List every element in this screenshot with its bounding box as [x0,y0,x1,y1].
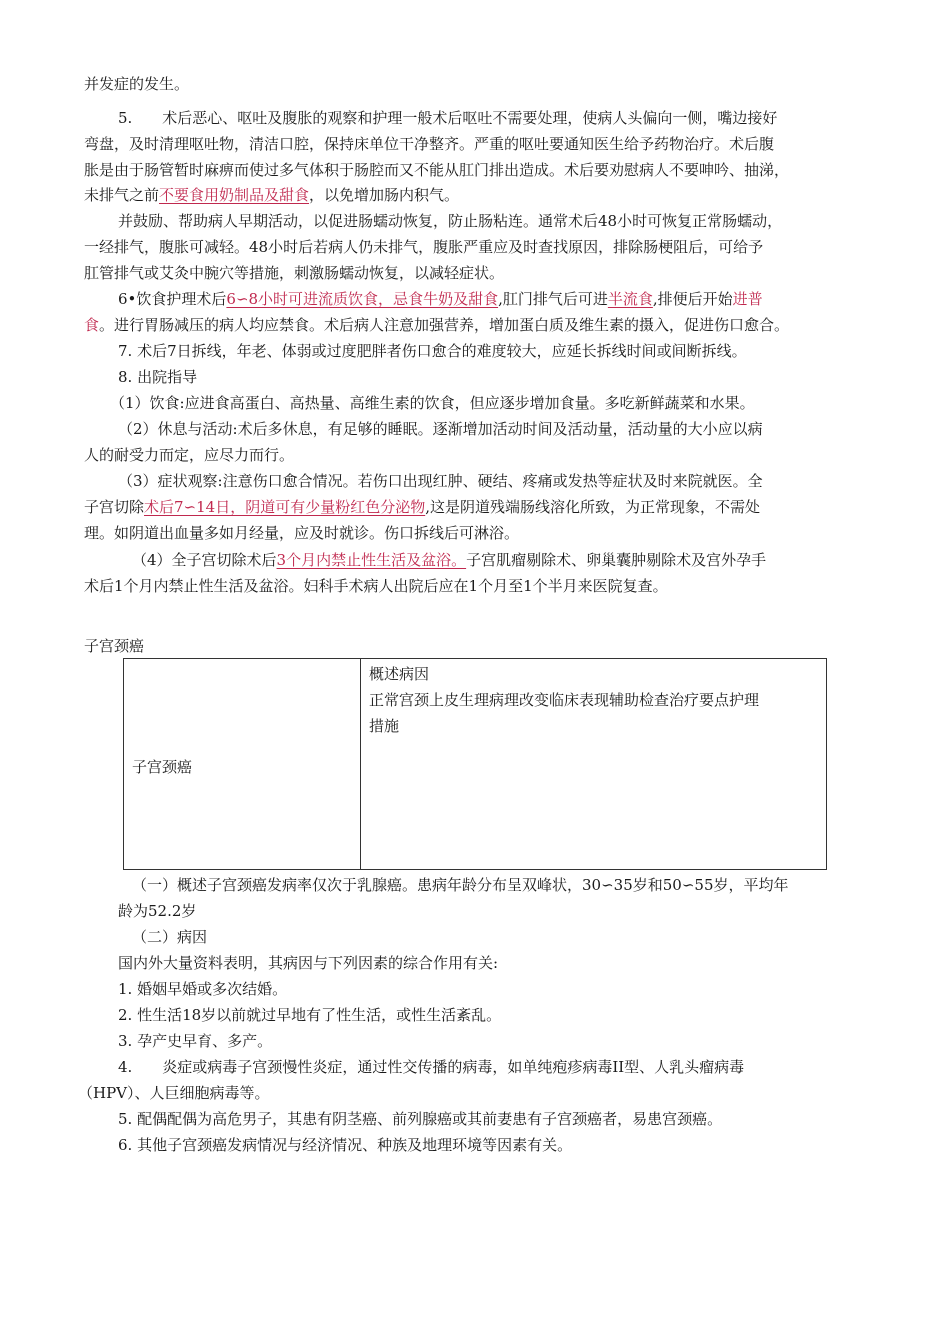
text-line [84,184,459,206]
text-line: （3）症状观察:注意伤口愈合情况。若伤口出现红肿、硬结、疼痛或发热等症状及时来院就医。全 [118,472,763,490]
text-line: （二）病因 [132,928,208,946]
text-line: 龄为52.2岁 [118,902,197,920]
text-line: 并发症的发生。 [84,75,190,93]
text-span: （4）全子宫切除术后 [132,551,277,569]
table-cell-text: 子宫颈癌 [132,758,193,776]
list-item: 4. 炎症或病毒子宫颈慢性炎症，通过性交传播的病毒，如单纯疱疹病毒II型、人乳头瘤病毒 [118,1058,745,1076]
text-line: （1）饮食:应进食高蛋白、高热量、高维生素的饮食，但应逐步增加食量。多吃新鲜蔬菜和水果。 [110,394,755,412]
section-title: 子宫颈癌 [84,637,145,655]
text-line: 胀是由于肠管暂时麻痹而使过多气体积于肠腔而又不能从肛门排出造成。术后要劝慰病人不要呻吟、抽涕， [84,161,790,179]
table-cell-text: 概述病因 [369,665,430,683]
text-line: 人的耐受力而定，应尽力而行。 [84,446,295,464]
highlighted-text: 进普 [732,290,763,308]
list-item: 2. 性生活18岁以前就过早地有了性生活，或性生活紊乱。 [118,1006,502,1024]
text-line: 国内外大量资料表明，其病因与下列因素的综合作用有关: [118,954,499,972]
text-span: 子宫切除 [84,498,145,516]
text-line [132,549,766,571]
text-line: 弯盘，及时清理呕吐物，清洁口腔，保持床单位干净整齐。严重的呕吐要通知医生给予药物治疗。术后腹 [84,135,775,153]
text-line: 7. 术后7日拆线，年老、体弱或过度肥胖者伤口愈合的难度较大，应延长拆线时间或间断拆线。 [118,342,747,360]
text-line: 术后1个月内禁止性生活及盆浴。妇科手术病人出院后应在1个月至1个半月来医院复查。 [84,577,668,595]
table-cell-left [124,659,361,870]
list-item: 1. 婚姻早婚或多次结婚。 [118,980,288,998]
text-line: 肛管排气或艾灸中腕穴等措施，刺激肠蠕动恢复，以减轻症状。 [84,264,505,282]
highlighted-text: 食 [84,316,100,334]
list-item: 5. 配偶配偶为高危男子，其患有阴茎癌、前列腺癌或其前妻患有子宫颈癌者，易患宫颈癌。 [118,1110,723,1128]
highlighted-text: 不要食用奶制品及甜食 [159,186,310,204]
text-line: 8. 出院指导 [118,368,198,386]
text-span: ，以免增加肠内积气。 [309,186,460,204]
table-cell-right [361,659,827,870]
text-span: 子宫肌瘤剔除术、卵巢囊肿剔除术及宫外孕手 [466,551,767,569]
outline-table [123,658,827,870]
list-item: 3. 孕产史早育、多产。 [118,1032,273,1050]
text-line [84,496,760,518]
text-span: ,肛门排气后可进 [498,290,608,308]
text-line: 5. 术后恶心、呕吐及腹胀的观察和护理一般术后呕吐不需要处理，使病人头偏向一侧，嘴边接好 [118,109,778,127]
text-span: 6•饮食护理术后 [118,290,227,308]
text-line: （2）休息与活动:术后多休息，有足够的睡眠。逐渐增加活动时间及活动量，活动量的大小应以病 [118,420,763,438]
text-line: 并鼓励、帮助病人早期活动，以促进肠蠕动恢复，防止肠粘连。通常术后48小时可恢复正常肠蠕动， [118,212,783,230]
highlighted-text: 6∽8小时可进流质饮食，忌食牛奶及甜食 [226,290,499,308]
text-span: ,排便后开始 [652,290,733,308]
text-line [84,314,789,336]
text-span: 。进行胃肠减压的病人均应禁食。术后病人注意加强营养，增加蛋白质及维生素的摄入，促进伤口愈合。 [99,316,790,334]
text-line [118,288,763,310]
table-cell-text: 正常宫颈上皮生理病理改变临床表现辅助检查治疗要点护理 [369,691,760,709]
highlighted-text: 半流食 [607,290,653,308]
text-line: 一经排气，腹胀可减轻。48小时后若病人仍未排气，腹胀严重应及时查找原因，排除肠梗阻后，可给予 [84,238,764,256]
highlighted-text: 3个月内禁止性生活及盆浴。 [276,551,467,569]
text-line: （一）概述子宫颈癌发病率仅次于乳腺癌。患病年龄分布呈双峰状，30∽35岁和50∽55岁，平均年 [132,876,789,894]
highlighted-text: 术后7∽14日，阴道可有少量粉红色分泌物 [144,498,426,516]
text-line: 理。如阴道出血量多如月经量，应及时就诊。伤口拆线后可淋浴。 [84,524,520,542]
list-item: 6. 其他子宫颈癌发病情况与经济情况、种族及地理环境等因素有关。 [118,1136,573,1154]
table-cell-text: 措施 [369,717,400,735]
text-line: （HPV）、人巨细胞病毒等。 [78,1084,270,1102]
text-span: ,这是阴道残端肠线溶化所致，为正常现象，不需处 [425,498,760,516]
text-span: 未排气之前 [84,186,160,204]
